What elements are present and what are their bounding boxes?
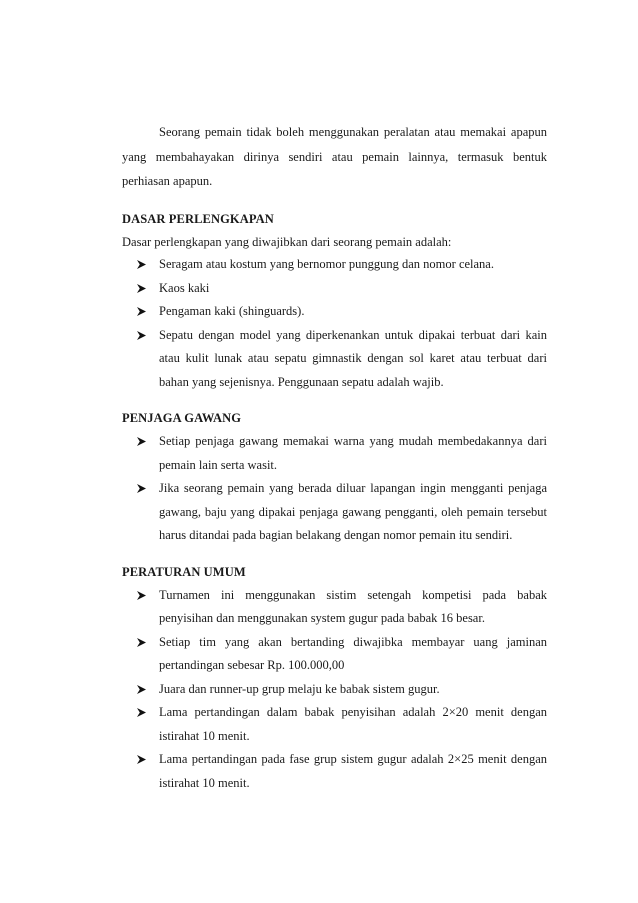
list-item bbox=[122, 748, 547, 795]
section-dasar-perlengkapan bbox=[122, 207, 547, 395]
arrowhead-bullet-icon bbox=[136, 277, 148, 301]
list-item-text: Turnamen ini menggunakan sistim setengah kompetisi pada babak penyisihan dan menggunakan system gugur pada babak 16 besar. bbox=[159, 587, 547, 625]
list-item-text: Setiap tim yang akan bertanding diwajibka membayar uang jaminan pertandingan sebesar Rp. 100.000,00 bbox=[159, 634, 547, 672]
arrowhead-bullet-icon bbox=[136, 430, 148, 454]
arrowhead-bullet-icon bbox=[136, 300, 148, 324]
list-item bbox=[122, 584, 547, 631]
list-item-text: Setiap penjaga gawang memakai warna yang mudah membedakannya dari pemain lain serta wasit. bbox=[159, 434, 547, 472]
section-penjaga-gawang bbox=[122, 406, 547, 548]
list-item-text: Pengaman kaki (shinguards). bbox=[159, 304, 305, 318]
list-item-text: Juara dan runner-up grup melaju ke babak sistem gugur. bbox=[159, 681, 440, 696]
list-item bbox=[122, 678, 547, 702]
list-item bbox=[122, 701, 547, 748]
list-item bbox=[122, 631, 547, 678]
arrowhead-bullet-icon bbox=[136, 324, 148, 348]
list-item bbox=[122, 253, 547, 277]
arrowhead-bullet-icon bbox=[136, 253, 148, 277]
section-lead: Dasar perlengkapan yang diwajibkan dari seorang pemain adalah: bbox=[122, 234, 452, 249]
bullet-list bbox=[122, 430, 547, 548]
list-item-text: Seragam atau kostum yang bernomor punggung dan nomor celana. bbox=[159, 257, 494, 271]
list-item bbox=[122, 430, 547, 477]
bullet-list bbox=[122, 253, 547, 394]
list-item-text: Lama pertandingan dalam babak penyisihan adalah 2×20 menit dengan istirahat 10 menit. bbox=[159, 705, 547, 743]
list-item bbox=[122, 477, 547, 548]
list-item-text: Jika seorang pemain yang berada diluar lapangan ingin mengganti penjaga gawang, baju yang dipakai penjaga gawang pengganti, oleh pemain tersebut harus ditandai pada bagian belakang dengan nomor pemain itu sendiri. bbox=[159, 481, 547, 542]
arrowhead-bullet-icon bbox=[136, 748, 148, 772]
arrowhead-bullet-icon bbox=[136, 701, 148, 725]
list-item-text: Sepatu dengan model yang diperkenankan untuk dipakai terbuat dari kain atau kulit lunak atau sepatu gimnastik dengan sol karet atau terbuat dari bahan yang sejenisnya. Penggunaan sepatu adalah wajib. bbox=[159, 327, 547, 389]
arrowhead-bullet-icon bbox=[136, 678, 148, 702]
page-content bbox=[122, 120, 547, 795]
section-heading: PENJAGA GAWANG bbox=[122, 411, 242, 425]
intro-paragraph: Seorang pemain tidak boleh menggunakan peralatan atau memakai apapun yang membahayakan dirinya sendiri atau pemain lainnya, termasuk bentuk perhiasan apapun. bbox=[122, 125, 547, 188]
list-item-text: Kaos kaki bbox=[159, 280, 210, 295]
arrowhead-bullet-icon bbox=[136, 477, 148, 501]
arrowhead-bullet-icon bbox=[136, 631, 148, 655]
list-item-text: Lama pertandingan pada fase grup sistem gugur adalah 2×25 menit dengan istirahat 10 menit. bbox=[159, 752, 547, 790]
list-item bbox=[122, 277, 547, 301]
section-peraturan-umum bbox=[122, 560, 547, 796]
list-item bbox=[122, 324, 547, 395]
section-heading: DASAR PERLENGKAPAN bbox=[122, 211, 274, 226]
bullet-list bbox=[122, 584, 547, 796]
section-heading: PERATURAN UMUM bbox=[122, 564, 246, 579]
list-item bbox=[122, 300, 547, 324]
arrowhead-bullet-icon bbox=[136, 584, 148, 608]
